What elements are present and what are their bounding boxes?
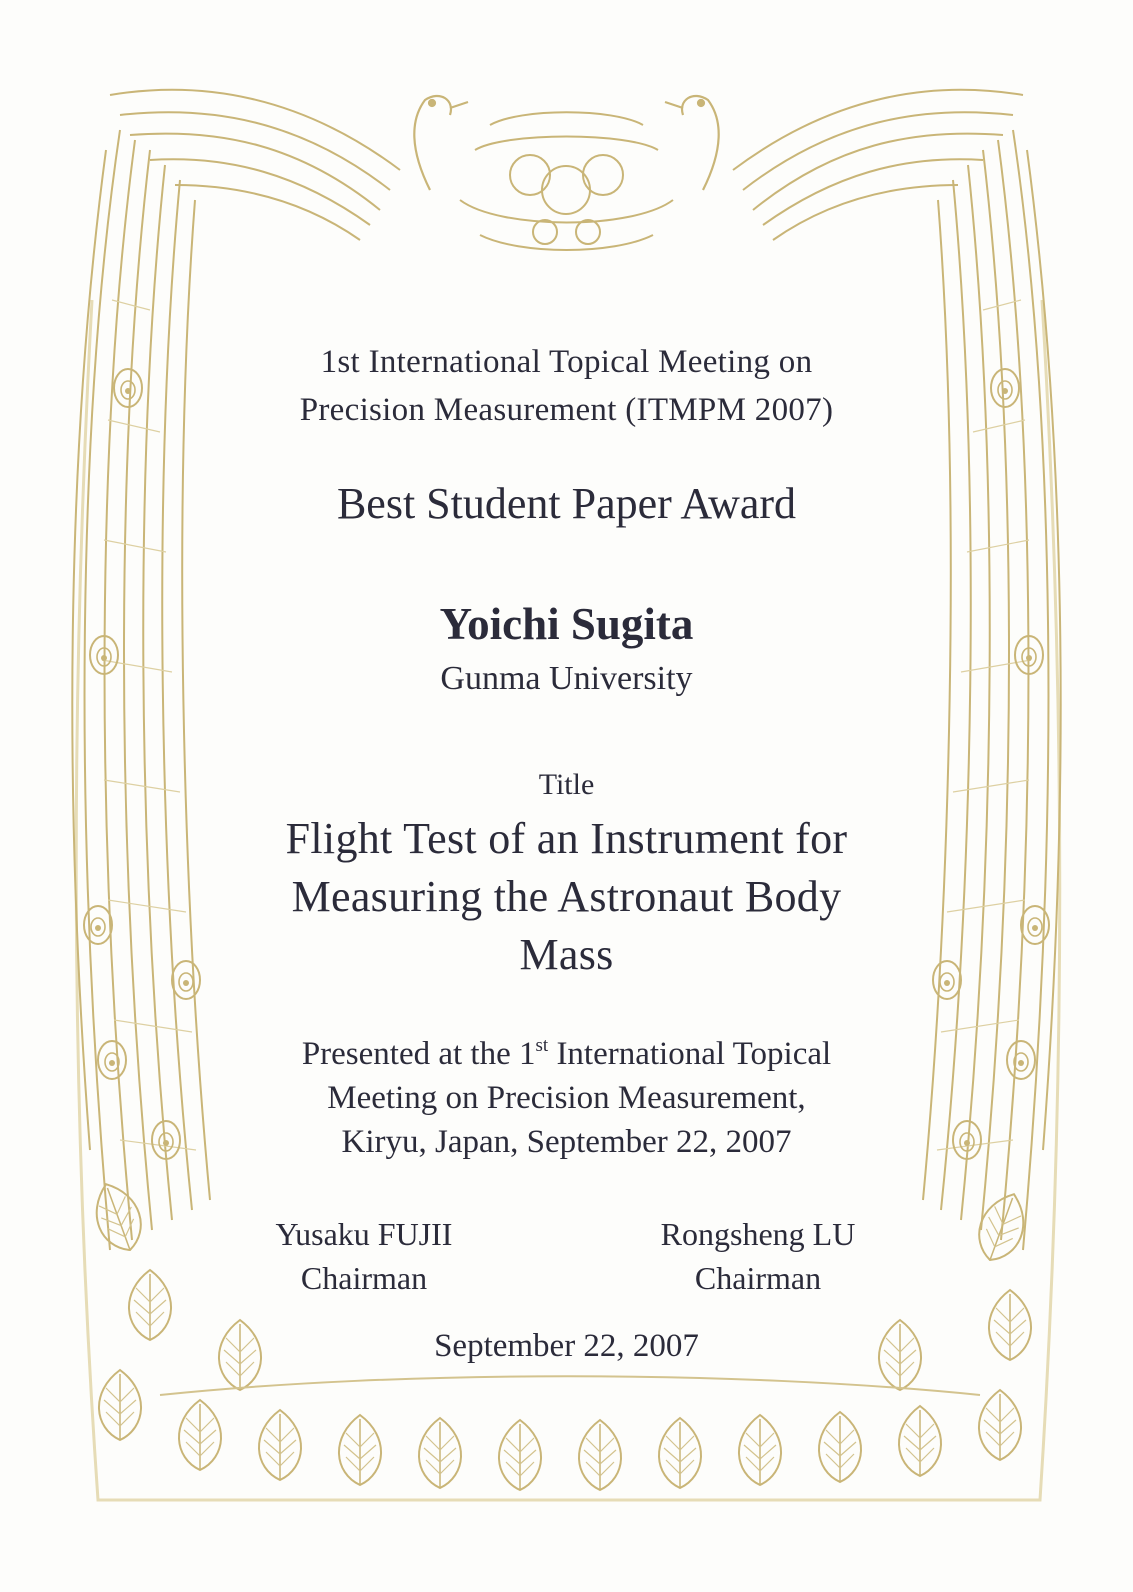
signatory-right [578,1212,938,1300]
presented-line1-suffix: International Topical [548,1036,832,1072]
title-label: Title [538,768,595,801]
recipient-affiliation: Gunma University [440,660,693,697]
signatory-left [184,1212,544,1300]
presented-line2: Meeting on Precision Measurement, [327,1080,806,1116]
presented-line1-prefix: Presented at the 1 [301,1036,536,1072]
signatory-right-name: Rongsheng LU [660,1216,856,1252]
signatory-left-role: Chairman [300,1260,428,1296]
recipient-name: Yoichi Sugita [439,599,694,649]
presented-line3: Kiryu, Japan, September 22, 2007 [341,1124,792,1160]
issue-date: September 22, 2007 [434,1328,699,1364]
award-name: Best Student Paper Award [336,479,797,528]
presented-line1 [0,1032,1133,1076]
signatory-right-role: Chairman [694,1260,822,1296]
ordinal-suffix: st [535,1035,549,1056]
paper-title-line1: Flight Test of an Instrument for [285,814,848,863]
meeting-name-line2: Precision Measurement (ITMPM 2007) [299,392,834,428]
meeting-name-line1: 1st International Topical Meeting on [320,344,813,380]
signatory-left-name: Yusaku FUJII [275,1216,453,1252]
paper-title-line2: Measuring the Astronaut Body [291,872,842,921]
paper-title-line3: Mass [519,930,614,979]
